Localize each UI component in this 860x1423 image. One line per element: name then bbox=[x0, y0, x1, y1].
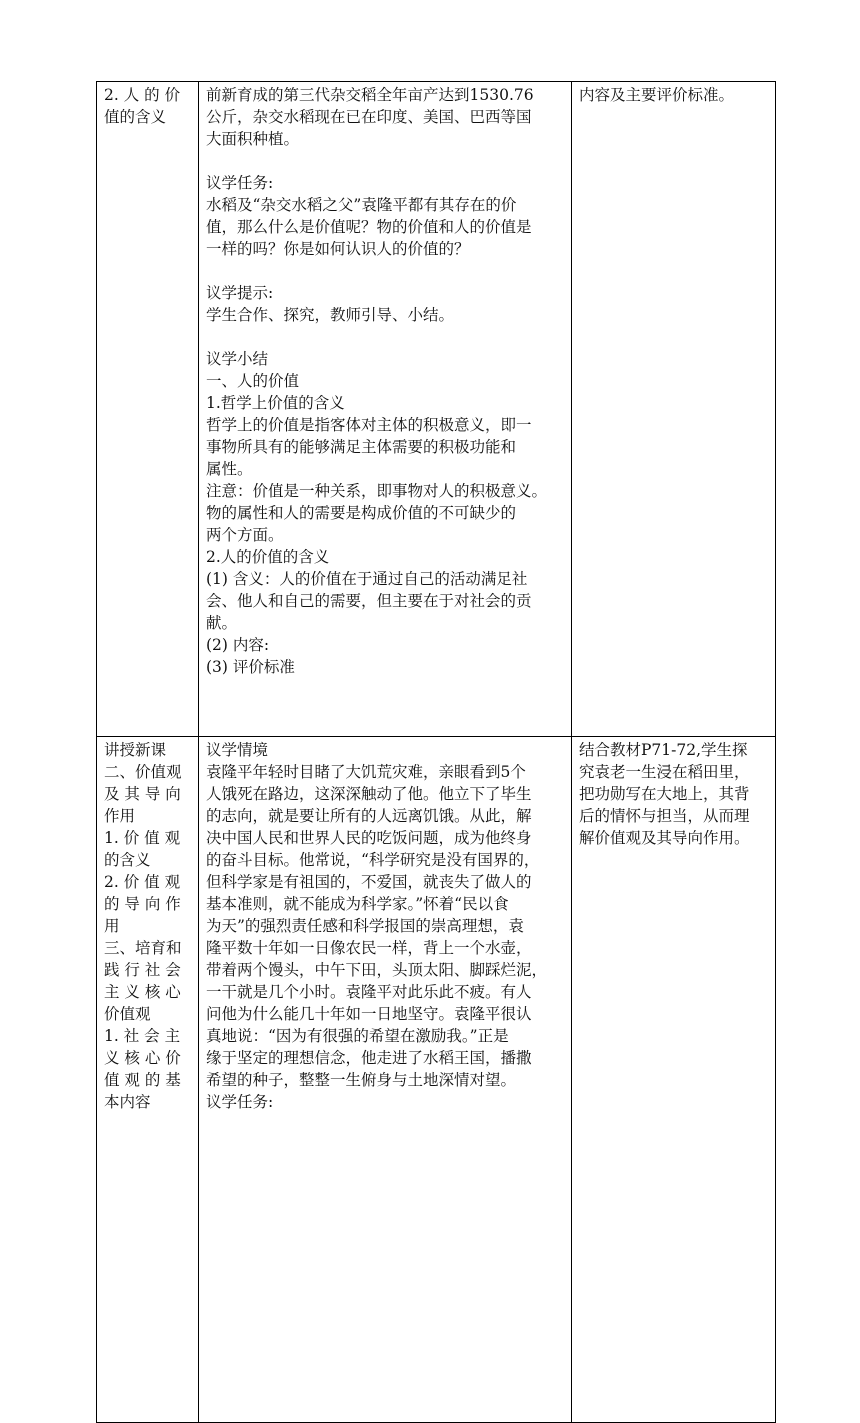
text-line: 缘于坚定的理想信念，他走进了水稻王国，播撒 bbox=[206, 1049, 532, 1067]
text-line: 为天”的强烈责任感和科学报国的崇高理想，袁 bbox=[206, 917, 524, 935]
text-line: 前新育成的第三代杂交稻全年亩产达到1530.76 bbox=[206, 86, 534, 104]
text-line: 隆平数十年如一日像农民一样，背上一个水壶， bbox=[206, 939, 532, 957]
text-line: 作用 bbox=[104, 807, 136, 825]
activity-cell bbox=[199, 737, 572, 1423]
text-line: 议学小结 bbox=[206, 350, 269, 368]
text-line bbox=[206, 260, 565, 282]
text-line: 物的属性和人的需要是构成价值的不可缺少的 bbox=[206, 504, 517, 522]
text-line: 的志向，就是要让所有的人远离饥饿。从此，解 bbox=[206, 807, 532, 825]
text-line: 公斤，杂交水稻现在已在印度、美国、巴西等国 bbox=[206, 108, 532, 126]
text-line: 2.人的价值的含义 bbox=[206, 548, 330, 566]
text-line: 基本准则，就不能成为科学家。”怀着“民以食 bbox=[206, 895, 509, 913]
design-intent-cell bbox=[572, 82, 776, 737]
text-line: 本内容 bbox=[104, 1093, 151, 1111]
text-line: 值 观 的 基 bbox=[104, 1071, 181, 1089]
text-line: 带着两个馒头，中午下田，头顶太阳、脚踩烂泥， bbox=[206, 961, 548, 979]
text-line: 义 核 心 价 bbox=[104, 1049, 181, 1067]
lesson-plan-table bbox=[96, 81, 776, 1423]
design-intent-cell bbox=[572, 737, 776, 1423]
text-line: 二、价值观 bbox=[104, 763, 182, 781]
text-line: 值的含义 bbox=[104, 108, 167, 126]
text-line: (3) 评价标准 bbox=[206, 658, 295, 676]
text-line: 事物所具有的能够满足主体需要的积极功能和 bbox=[206, 438, 517, 456]
text-line: 后的情怀与担当，从而理 bbox=[579, 807, 750, 825]
text-line: 一、人的价值 bbox=[206, 372, 300, 390]
text-line: 大面积种植。 bbox=[206, 130, 300, 148]
text-line: 属性。 bbox=[206, 460, 253, 478]
text-line: 议学提示: bbox=[206, 284, 274, 302]
text-line: 值，那么什么是价值呢？物的价值和人的价值是 bbox=[206, 218, 532, 236]
text-line: 希望的种子，整整一生俯身与土地深情对望。 bbox=[206, 1071, 517, 1089]
text-line: 学生合作、探究，教师引导、小结。 bbox=[206, 306, 455, 324]
text-line: 议学情境 bbox=[206, 741, 269, 759]
text-line: 2. 人 的 价 bbox=[104, 86, 181, 104]
text-line: 三、培育和 bbox=[104, 939, 182, 957]
text-line: 的奋斗目标。他常说，“科学研究是没有国界的， bbox=[206, 851, 540, 869]
text-line: 会、他人和自己的需要，但主要在于对社会的贡 bbox=[206, 592, 532, 610]
text-line: 注意：价值是一种关系，即事物对人的积极意义。 bbox=[206, 482, 548, 500]
text-line: 议学任务: bbox=[206, 174, 274, 192]
text-line: 问他为什么能几十年如一日地坚守。袁隆平很认 bbox=[206, 1005, 532, 1023]
text-line: (2) 内容: bbox=[206, 636, 270, 654]
text-line: 践 行 社 会 bbox=[104, 961, 181, 979]
text-line: 及 其 导 向 bbox=[104, 785, 181, 803]
text-line: 1. 价 值 观 bbox=[104, 829, 181, 847]
section-cell bbox=[97, 82, 199, 737]
text-line: 价值观 bbox=[104, 1005, 151, 1023]
text-line: 主 义 核 心 bbox=[104, 983, 181, 1001]
text-line: 解价值观及其导向作用。 bbox=[579, 829, 750, 847]
text-line: 议学任务: bbox=[206, 1093, 274, 1111]
table-row bbox=[97, 737, 776, 1423]
text-line: 献。 bbox=[206, 614, 238, 632]
text-line: 决中国人民和世界人民的吃饭问题，成为他终身 bbox=[206, 829, 532, 847]
text-line: 1.哲学上价值的含义 bbox=[206, 394, 345, 412]
text-line: (1) 含义：人的价值在于通过自己的活动满足社 bbox=[206, 570, 528, 588]
table-row bbox=[97, 82, 776, 737]
activity-cell bbox=[199, 82, 572, 737]
text-line: 2. 价 值 观 bbox=[104, 873, 181, 891]
text-line: 内容及主要评价标准。 bbox=[579, 86, 735, 104]
text-line: 真地说：“因为有很强的希望在激励我。”正是 bbox=[206, 1027, 509, 1045]
text-line: 究袁老一生浸在稻田里， bbox=[579, 763, 750, 781]
text-line: 一样的吗？你是如何认识人的价值的？ bbox=[206, 240, 470, 258]
text-line: 结合教材P71-72,学生探 bbox=[579, 741, 748, 759]
text-line: 人饿死在路边，这深深触动了他。他立下了毕生 bbox=[206, 785, 532, 803]
text-line: 两个方面。 bbox=[206, 526, 284, 544]
text-line: 但科学家是有祖国的，不爱国，就丧失了做人的 bbox=[206, 873, 532, 891]
text-line: 哲学上的价值是指客体对主体的积极意义，即一 bbox=[206, 416, 532, 434]
text-line bbox=[206, 150, 565, 172]
text-line: 水稻及“杂交水稻之父”袁隆平都有其存在的价 bbox=[206, 196, 517, 214]
text-line: 的含义 bbox=[104, 851, 151, 869]
text-line: 一干就是几个小时。袁隆平对此乐此不疲。有人 bbox=[206, 983, 532, 1001]
text-line: 讲授新课 bbox=[104, 741, 167, 759]
section-cell bbox=[97, 737, 199, 1423]
text-line bbox=[206, 326, 565, 348]
text-line: 袁隆平年轻时目睹了大饥荒灾难，亲眼看到5个 bbox=[206, 763, 526, 781]
text-line: 的 导 向 作 用 bbox=[104, 895, 181, 935]
text-line: 1. 社 会 主 bbox=[104, 1027, 181, 1045]
text-line: 把功勋写在大地上，其背 bbox=[579, 785, 750, 803]
